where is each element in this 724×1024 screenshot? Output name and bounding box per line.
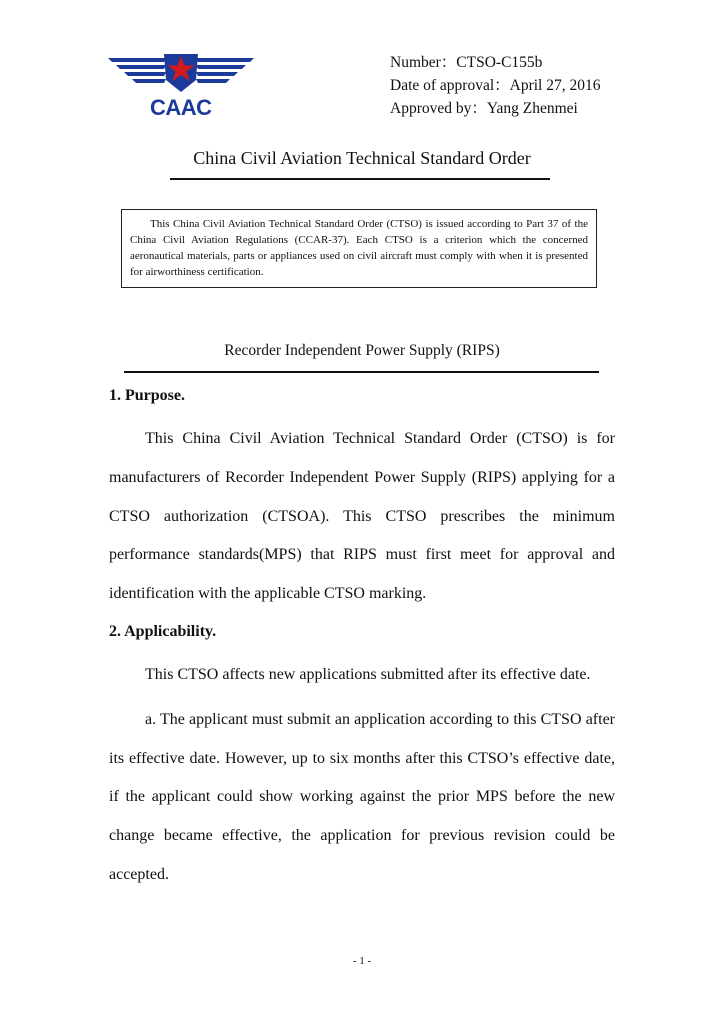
purpose-paragraph: This China Civil Aviation Technical Standard Order (CTSO) is for manufacturers of Recorder Independent Power Supply (RIPS) applying for a CTSO authorization (CTSOA). This CTSO prescribes the minimum performance standards(MPS) that RIPS must first meet for approval and identification with the applicable CTSO marking. xyxy=(109,430,615,603)
applicability-paragraph-1: This CTSO affects new applications submitted after its effective date. xyxy=(145,665,591,683)
date-of-approval: Date of approval：April 27, 2016 xyxy=(390,77,601,94)
document-body xyxy=(109,384,615,901)
applicability-paragraph-2: a. The applicant must submit an application according to this CTSO after its effective date. However, up to six months after this CTSO’s effective date, if the applicant could show working against the prior MPS before the new change became effective, the application for previous revision could be accepted. xyxy=(109,710,615,883)
caac-logo xyxy=(106,50,256,122)
title-divider xyxy=(170,178,550,180)
section-heading-purpose: 1. Purpose. xyxy=(109,387,185,404)
document-number: Number：CTSO-C155b xyxy=(390,54,543,71)
page-number: - 1 - xyxy=(352,955,372,967)
header-metadata xyxy=(390,51,601,120)
issuance-notice-box: This China Civil Aviation Technical Standard Order (CTSO) is issued according to Part 37 of the China Civil Aviation Regulations (CCAR-37). Each CTSO is a criterion which the concerned aeronautical materials, parts or appliances used on civil aircraft must comply with when it is presented for airworthiness certification. xyxy=(121,209,597,288)
document-title: China Civil Aviation Technical Standard Order xyxy=(193,148,531,168)
subject-divider xyxy=(124,371,599,373)
subject-title: Recorder Independent Power Supply (RIPS) xyxy=(224,342,500,359)
section-heading-applicability: 2. Applicability. xyxy=(109,622,217,640)
logo-wordmark: CAAC xyxy=(150,95,212,120)
approved-by: Approved by：Yang Zhenmei xyxy=(390,100,578,117)
